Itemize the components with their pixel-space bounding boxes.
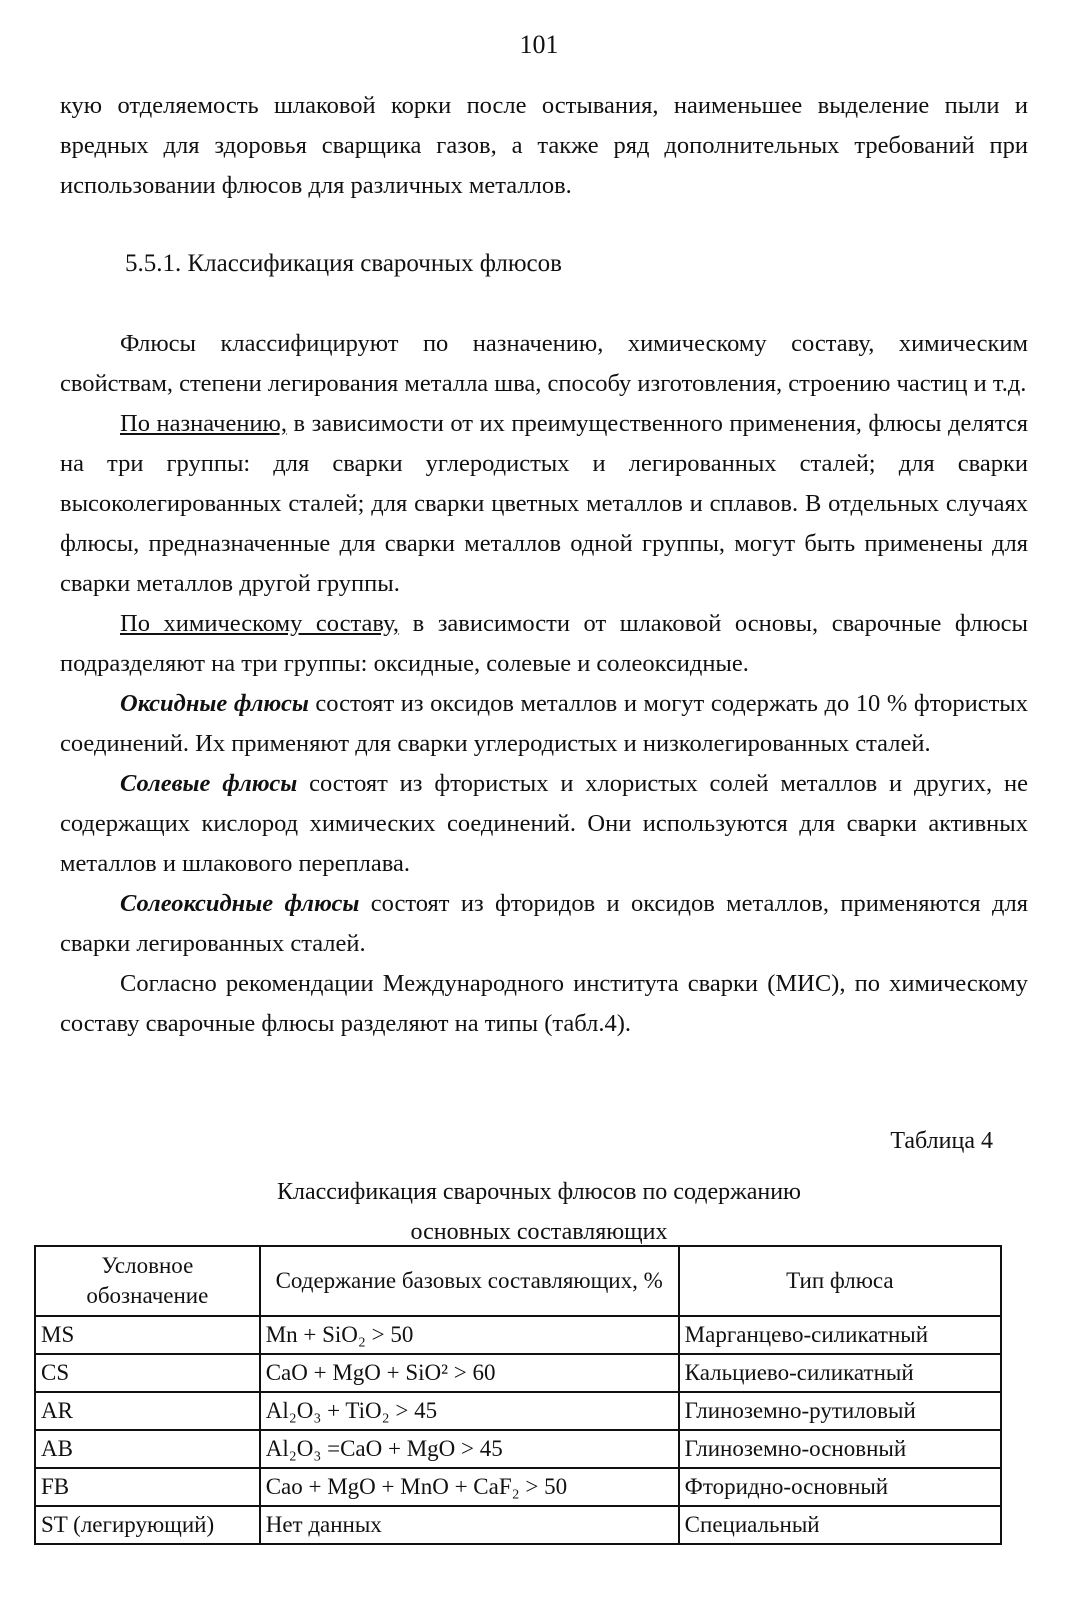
cell-content: Нет данных (260, 1506, 679, 1544)
table-row (35, 1430, 1001, 1468)
paragraph-iiw: Согласно рекомендации Международного института сварки (МИС), по химическому составу сварочные флюсы разделяют на типы (табл.4). (60, 970, 1028, 1037)
table-row (35, 1316, 1001, 1354)
flux-classification-table (34, 1245, 1002, 1545)
cell-code: CS (35, 1354, 260, 1392)
paragraph-oxide-fluxes (60, 684, 1028, 764)
table-row (35, 1468, 1001, 1506)
cell-content: Mn + SiO₂ > 50 (260, 1316, 679, 1354)
salt-fluxes-term: Солевые флюсы (120, 770, 298, 797)
cell-content: CaO + MgO + SiO² > 60 (260, 1354, 679, 1392)
by-purpose-term: По назначению, (120, 410, 287, 437)
salt-oxide-fluxes-term: Солеоксидные флюсы (120, 890, 360, 917)
table-caption-line1: Классификация сварочных флюсов по содержанию (277, 1179, 801, 1205)
cell-type: Глиноземно-основный (679, 1430, 1001, 1468)
by-composition-term: По химическому составу, (120, 610, 400, 637)
cell-code: AR (35, 1392, 260, 1430)
paragraph-salt-oxide-fluxes (60, 884, 1028, 964)
table-row (35, 1506, 1001, 1544)
cell-code: ST (легирующий) (35, 1506, 260, 1544)
cell-type: Марганцево-силикатный (679, 1316, 1001, 1354)
header-flux-type: Тип флюса (679, 1246, 1001, 1316)
header-designation: Условное обозначение (35, 1246, 260, 1316)
cell-code: FB (35, 1468, 260, 1506)
cell-code: AB (35, 1430, 260, 1468)
cell-type: Специальный (679, 1506, 1001, 1544)
table-header-row (35, 1246, 1001, 1316)
cell-content: Al₂O₃ =CaO + MgO > 45 (260, 1430, 679, 1468)
oxide-fluxes-term: Оксидные флюсы (120, 690, 309, 717)
table-label: Таблица 4 (890, 1128, 993, 1154)
table-caption-line2: основных составляющих (410, 1219, 668, 1245)
table-row (35, 1354, 1001, 1392)
cell-type: Фторидно-основный (679, 1468, 1001, 1506)
header-content: Содержание базовых составляющих, % (260, 1246, 679, 1316)
salt-oxide-fluxes-text: состоят из фторидов и оксидов металлов, применяются для сварки легированных сталей. (60, 890, 1028, 957)
by-purpose-text: в зависимости от их преимущественного применения, флюсы делятся на три группы: для сварки углеродистых и легированных сталей; для сварки высоколегированных сталей; для сварки цветных металлов и сплавов. В отдельных случаях флюсы, предназначенные для сварки металлов одной группы, могут быть применены для сварки металлов другой группы. (60, 410, 1028, 597)
paragraph-salt-fluxes (60, 764, 1028, 884)
by-composition-text: в зависимости от шлаковой основы, сварочные флюсы подразделяют на три группы: оксидные, солевые и солеоксидные. (60, 610, 1028, 677)
section-heading: 5.5.1. Классификация сварочных флюсов (125, 250, 562, 277)
cell-type: Кальциево-силикатный (679, 1354, 1001, 1392)
intro-text: кую отделяемость шлаковой корки после остывания, наименьшее выделение пыли и вредных для здоровья сварщика газов, а также ряд дополнительных требований при использовании флюсов для различных металлов. (60, 92, 1028, 199)
cell-content: Cao + MgO + MnO + CaF₂ > 50 (260, 1468, 679, 1506)
body-text (60, 324, 1028, 1044)
cell-content: Al₂O₃ + TiO₂ > 45 (260, 1392, 679, 1430)
page-number: 101 (519, 30, 559, 59)
intro-paragraph (60, 86, 1028, 206)
table-caption (0, 1172, 1078, 1252)
cell-type: Глиноземно-рутиловый (679, 1392, 1001, 1430)
salt-fluxes-text: состоят из фтористых и хлористых солей металлов и других, не содержащих кислород химических соединений. Они используются для сварки активных металлов и шлакового переплава. (60, 770, 1028, 877)
paragraph-by-purpose (60, 404, 1028, 604)
oxide-fluxes-text: состоят из оксидов металлов и могут содержать до 10 % фтористых соединений. Их применяют для сварки углеродистых и низколегированных сталей. (60, 690, 1028, 757)
table-row (35, 1392, 1001, 1430)
paragraph-by-composition (60, 604, 1028, 684)
paragraph-purposes: Флюсы классифицируют по назначению, химическому составу, химическим свойствам, степени легирования металла шва, способу изготовления, строению частиц и т.д. (60, 330, 1028, 397)
cell-code: MS (35, 1316, 260, 1354)
